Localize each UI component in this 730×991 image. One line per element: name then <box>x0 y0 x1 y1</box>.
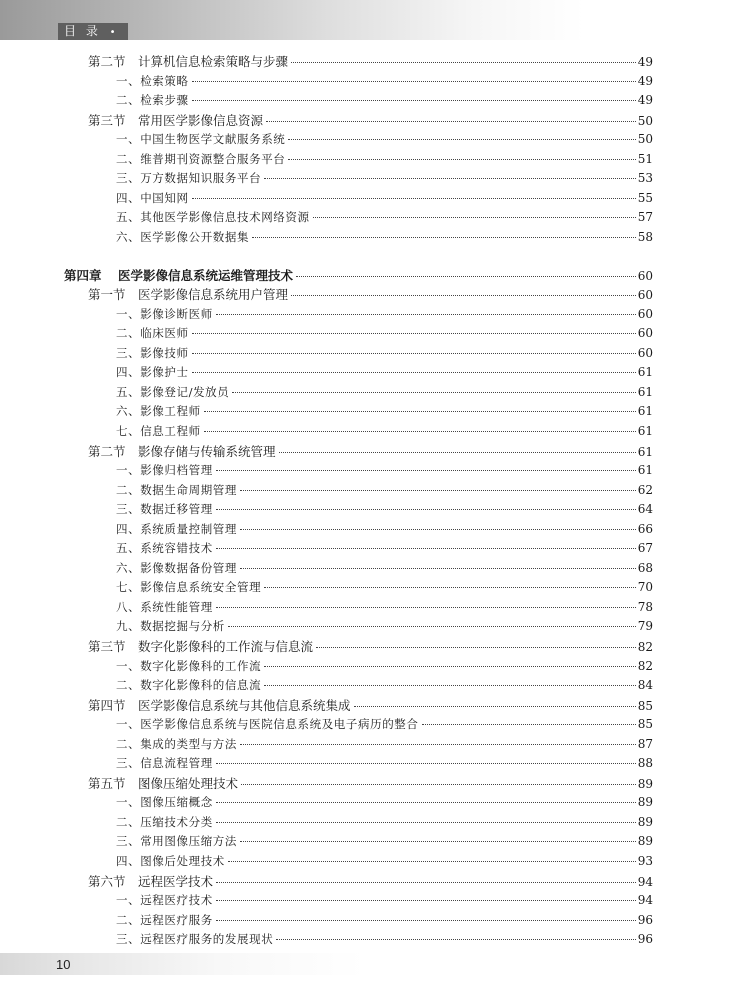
toc-section-number: 第二节 <box>88 54 126 69</box>
dot-leader <box>291 61 636 63</box>
toc-page-number: 78 <box>637 599 653 614</box>
toc-entry-title: 二、临床医师 <box>116 326 189 341</box>
dot-leader <box>241 783 636 785</box>
toc-page-number: 82 <box>637 640 653 654</box>
toc-entry-title: 一、检索策略 <box>116 73 189 88</box>
toc-page-number: 96 <box>637 912 653 927</box>
dot-leader <box>204 430 636 432</box>
dot-leader <box>192 99 636 101</box>
toc-item-row[interactable] <box>116 500 653 519</box>
toc-page-number: 87 <box>637 736 653 751</box>
toc-section-row[interactable] <box>88 774 653 793</box>
toc-entry-title: 六、影像数据备份管理 <box>116 560 237 575</box>
dot-leader <box>279 451 636 453</box>
header-dot: • <box>109 27 119 38</box>
toc-page-number: 62 <box>637 482 653 497</box>
toc-entry-title: 三、数据迁移管理 <box>116 502 213 517</box>
toc-page-number: 93 <box>637 854 653 868</box>
dot-leader <box>192 352 636 354</box>
toc-section-number: 第四节 <box>88 697 126 713</box>
toc-entry-title: 六、医学影像公开数据集 <box>116 230 250 244</box>
toc-page-number: 66 <box>637 521 653 536</box>
dot-leader <box>422 723 636 725</box>
toc-entry-title: 四、系统质量控制管理 <box>116 521 237 536</box>
dot-leader <box>216 469 636 471</box>
toc-item-row[interactable] <box>116 676 653 695</box>
toc-page-number: 60 <box>637 288 653 303</box>
toc-section-number: 第三节 <box>88 112 126 128</box>
dot-leader <box>192 197 636 199</box>
toc-page-number: 49 <box>637 73 653 88</box>
dot-leader <box>216 801 636 803</box>
dot-leader <box>216 606 636 608</box>
toc-entry-title: 医学影像信息系统用户管理 <box>138 287 289 303</box>
toc-section-row[interactable] <box>88 872 653 891</box>
toc-entry-title: 五、其他医学影像信息技术网络资源 <box>116 210 310 225</box>
toc-page-number: 88 <box>637 756 653 771</box>
toc-item-row[interactable] <box>116 657 653 676</box>
toc-page-number: 57 <box>637 210 653 225</box>
toc-entry-title: 四、图像后处理技术 <box>116 854 225 868</box>
toc-entry-title: 一、中国生物医学文献服务系统 <box>116 132 286 147</box>
toc-entry-title: 六、影像工程师 <box>116 404 201 419</box>
toc-page-number: 58 <box>637 230 653 244</box>
toc-chapter-number: 第四章 <box>64 267 102 283</box>
dot-leader <box>240 528 636 530</box>
toc-section-row[interactable] <box>88 442 653 461</box>
toc-entry-title: 三、万方数据知识服务平台 <box>116 171 262 186</box>
footer-bar <box>0 953 730 975</box>
toc-item-row[interactable] <box>116 91 653 110</box>
toc-entry-title: 计算机信息检索策略与步骤 <box>138 54 289 69</box>
toc-page-number: 79 <box>637 619 653 634</box>
toc-chapter-row[interactable] <box>64 266 653 285</box>
toc-entry-title: 四、中国知网 <box>116 190 189 205</box>
toc-entry-title: 数字化影像科的工作流与信息流 <box>138 639 314 654</box>
toc-page-number: 70 <box>637 580 653 595</box>
toc-entry-title: 二、数据生命周期管理 <box>116 482 237 497</box>
header-label: 目 录 <box>64 24 101 38</box>
toc-entry-title: 影像存储与传输系统管理 <box>138 443 276 459</box>
dot-leader <box>288 138 635 140</box>
toc-page-number: 85 <box>637 698 653 713</box>
toc-section-row[interactable] <box>88 637 653 656</box>
toc-item-row[interactable] <box>116 150 653 169</box>
toc-page-number: 85 <box>637 717 653 732</box>
toc-page-number: 89 <box>637 834 653 849</box>
toc-page-number: 60 <box>637 306 653 321</box>
dot-leader <box>296 275 636 277</box>
toc-item-row[interactable] <box>116 461 653 480</box>
toc-item-row[interactable] <box>116 735 653 754</box>
dot-leader <box>192 332 636 334</box>
toc-section-number: 第五节 <box>88 775 126 791</box>
dot-leader <box>264 665 636 667</box>
toc-page-number: 61 <box>637 444 653 459</box>
dot-leader <box>252 236 636 238</box>
dot-leader <box>216 919 636 921</box>
dot-leader <box>204 410 636 412</box>
toc-page-number: 61 <box>637 404 653 419</box>
toc-entry-title: 五、影像登记/发放员 <box>116 384 230 399</box>
toc-item-row[interactable] <box>116 617 653 636</box>
toc-section-number: 第二节 <box>88 443 126 459</box>
dot-leader <box>264 177 636 179</box>
toc-item-row[interactable] <box>116 324 653 343</box>
dot-leader <box>288 158 635 160</box>
dot-leader <box>354 705 636 707</box>
toc-item-row[interactable] <box>116 891 653 910</box>
toc-entry-title: 二、远程医疗服务 <box>116 912 213 927</box>
toc-page-number: 61 <box>637 384 653 399</box>
dot-leader <box>216 899 636 901</box>
toc-page-number: 50 <box>637 113 653 128</box>
toc-entry-title: 三、信息流程管理 <box>116 756 213 771</box>
dot-leader <box>192 371 636 373</box>
toc-entry-title: 医学影像信息系统与其他信息系统集成 <box>138 697 351 713</box>
toc-entry-title: 五、系统容错技术 <box>116 541 213 556</box>
toc-item-row[interactable] <box>116 911 653 930</box>
toc-entry-title: 二、维普期刊资源整合服务平台 <box>116 151 286 166</box>
dot-leader <box>240 567 636 569</box>
toc-entry-title: 三、远程医疗服务的发展现状 <box>116 932 274 947</box>
toc-entry-title: 远程医学技术 <box>138 873 214 889</box>
dot-leader <box>216 313 636 315</box>
toc-entry-title: 一、影像诊断医师 <box>116 306 213 321</box>
toc-section-number: 第六节 <box>88 873 126 889</box>
toc-page-number: 96 <box>637 932 653 947</box>
toc-page-number: 60 <box>637 326 653 341</box>
toc-item-row[interactable] <box>116 169 653 188</box>
toc-entry-title: 一、图像压缩概念 <box>116 795 213 810</box>
toc-item-row[interactable] <box>116 520 653 539</box>
dot-leader <box>216 821 636 823</box>
toc-section-number: 第一节 <box>88 287 126 303</box>
toc-page-number: 94 <box>637 874 653 889</box>
dot-leader <box>264 684 636 686</box>
toc-item-row[interactable] <box>116 559 653 578</box>
toc-section-row[interactable] <box>88 285 653 304</box>
dot-leader <box>276 938 635 940</box>
toc-item-row[interactable] <box>116 715 653 734</box>
toc-entry-title: 二、集成的类型与方法 <box>116 736 237 751</box>
toc-item-row[interactable] <box>116 189 653 208</box>
toc-page-number: 89 <box>637 776 653 791</box>
toc-item-row[interactable] <box>116 852 653 871</box>
toc-page-number: 49 <box>637 93 653 108</box>
toc-item-row[interactable] <box>116 363 653 382</box>
dot-leader <box>216 508 636 510</box>
dot-leader <box>232 391 635 393</box>
dot-leader <box>266 120 636 122</box>
toc-item-row[interactable] <box>116 598 653 617</box>
toc-item-row[interactable] <box>116 344 653 363</box>
toc-page-number: 89 <box>637 814 653 829</box>
toc-entry-title: 一、医学影像信息系统与医院信息系统及电子病历的整合 <box>116 717 419 732</box>
dot-leader <box>216 547 636 549</box>
toc-item-row[interactable] <box>116 539 653 558</box>
toc-item-row[interactable] <box>116 305 653 324</box>
toc-entry-title: 医学影像信息系统运维管理技术 <box>118 267 294 283</box>
toc-item-row[interactable] <box>116 754 653 773</box>
toc-page-number: 49 <box>637 55 653 69</box>
toc-page-number: 61 <box>637 365 653 380</box>
toc-entry-title: 四、影像护士 <box>116 365 189 380</box>
toc-item-row[interactable] <box>116 130 653 149</box>
toc-item-row[interactable] <box>116 402 653 421</box>
toc-entry-title: 图像压缩处理技术 <box>138 775 239 791</box>
dot-leader <box>316 646 636 648</box>
toc-entry-title: 常用医学影像信息资源 <box>138 112 264 128</box>
toc-page-number: 60 <box>637 268 653 283</box>
toc-entry-title: 七、影像信息系统安全管理 <box>116 580 262 595</box>
dot-leader <box>216 881 636 883</box>
dot-leader <box>264 586 636 588</box>
toc-item-row[interactable] <box>116 930 653 949</box>
toc-page-number: 94 <box>637 893 653 908</box>
dot-leader <box>240 489 636 491</box>
toc-page-number: 55 <box>637 190 653 205</box>
toc-page-number: 84 <box>637 678 653 692</box>
toc-section-row[interactable] <box>88 52 653 71</box>
toc-section-number: 第三节 <box>88 639 126 654</box>
toc-entry-title: 三、常用图像压缩方法 <box>116 834 237 849</box>
toc-page-number: 61 <box>637 423 653 438</box>
toc-item-row[interactable] <box>116 793 653 812</box>
toc-item-row[interactable] <box>116 383 653 402</box>
toc-item-row[interactable] <box>116 832 653 851</box>
toc-item-row[interactable] <box>116 813 653 832</box>
toc-page-number: 89 <box>637 795 653 810</box>
toc-page-number: 50 <box>637 132 653 147</box>
toc-entry-title: 二、压缩技术分类 <box>116 814 213 829</box>
toc-page-number: 60 <box>637 345 653 360</box>
dot-leader <box>228 860 636 862</box>
toc-page-number: 61 <box>637 463 653 477</box>
toc-entry-title: 一、影像归档管理 <box>116 463 213 477</box>
toc-page-number: 53 <box>637 171 653 186</box>
toc-page-number: 82 <box>637 658 653 673</box>
dot-leader <box>313 216 636 218</box>
toc-item-row[interactable] <box>116 208 653 227</box>
toc-item-row[interactable] <box>116 578 653 597</box>
dot-leader <box>192 80 636 82</box>
toc-item-row[interactable] <box>116 72 653 91</box>
toc-item-row[interactable] <box>116 228 653 247</box>
toc-item-row[interactable] <box>116 422 653 441</box>
dot-leader <box>291 294 636 296</box>
page-number: 10 <box>56 957 71 972</box>
toc-entry-title: 一、数字化影像科的工作流 <box>116 658 262 673</box>
toc-page-number: 51 <box>637 151 653 166</box>
toc-entry-title: 一、远程医疗技术 <box>116 893 213 908</box>
dot-leader <box>240 743 636 745</box>
toc-entry-title: 二、检索步骤 <box>116 93 189 108</box>
toc-entry-title: 二、数字化影像科的信息流 <box>116 678 262 692</box>
toc-page-number: 68 <box>637 560 653 575</box>
header-tab <box>58 23 128 40</box>
dot-leader <box>240 840 636 842</box>
toc-entry-title: 八、系统性能管理 <box>116 599 213 614</box>
toc-entry-title: 三、影像技师 <box>116 345 189 360</box>
toc-page-number: 64 <box>637 502 653 517</box>
toc-section-row[interactable] <box>88 111 653 130</box>
dot-leader <box>228 625 636 627</box>
toc-entry-title: 七、信息工程师 <box>116 423 201 438</box>
toc-page-number: 67 <box>637 541 653 556</box>
toc-section-row[interactable] <box>88 696 653 715</box>
toc-entry-title: 九、数据挖掘与分析 <box>116 619 225 634</box>
dot-leader <box>216 762 636 764</box>
toc-item-row[interactable] <box>116 481 653 500</box>
